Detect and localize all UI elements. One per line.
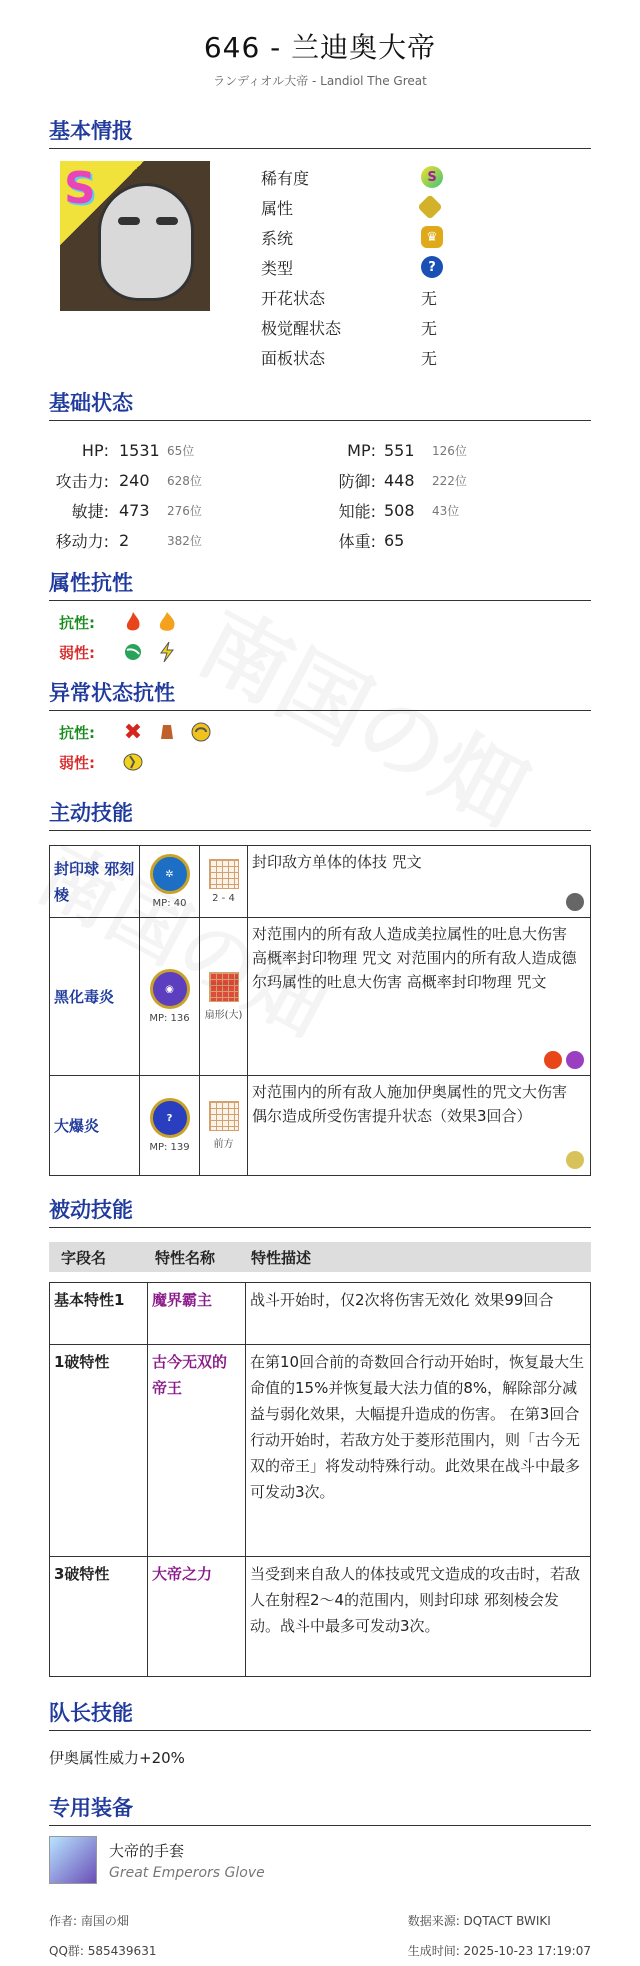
equip-section bbox=[49, 1792, 591, 1884]
stat-row: HP: 1531 65位 MP: 551 126位 bbox=[81, 440, 467, 460]
range-cell: 2 - 4 bbox=[200, 846, 248, 918]
glove-icon bbox=[49, 1836, 97, 1884]
stat-row: 攻击力: 240 628位 防御: 448 222位 bbox=[55, 470, 467, 491]
skill-description: 对范围内的所有敌人造成美拉属性的吐息大伤害 高概率封印物理 咒文 对范围内的所有敌人造成德尔玛属性的吐息大伤害 高概率封印物理 咒文 bbox=[248, 918, 591, 1076]
light-tag-icon bbox=[566, 1151, 584, 1169]
section-title-passive: 被动技能 bbox=[49, 1194, 591, 1228]
basic-info bbox=[261, 162, 443, 371]
info-row-awaken: 极觉醒状态 无 bbox=[261, 318, 438, 338]
stat-row: 移动力: 2 382位 体重: 65 bbox=[55, 530, 405, 551]
qq-group-text: QQ群: 585439631 bbox=[49, 1944, 157, 1958]
skill-name: 封印球 邪刻棱 bbox=[50, 846, 140, 918]
section-title-basic: 基本情报 bbox=[49, 115, 591, 149]
monster-portrait bbox=[60, 161, 210, 311]
skill-name: 黑化毒炎 bbox=[50, 918, 140, 1076]
paralysis-icon bbox=[121, 750, 145, 774]
footer bbox=[49, 1906, 591, 1966]
rarity-s-icon: S bbox=[421, 166, 443, 188]
passive-row: 基本特性1 魔界霸主 战斗开始时，仅2次将伤害无效化 效果99回合 bbox=[50, 1283, 591, 1345]
active-skill-table bbox=[49, 845, 591, 1176]
info-row-panel: 面板状态 无 bbox=[261, 348, 438, 368]
range-cell: 扇形(大) bbox=[200, 918, 248, 1076]
skill-row bbox=[50, 1076, 591, 1176]
skill-icon-cell: ✲ MP: 40 bbox=[140, 846, 200, 918]
info-row-type: 类型 ? bbox=[261, 252, 443, 282]
leader-skill-text: 伊奥属性威力+20% bbox=[49, 1749, 185, 1767]
page-subtitle: ランディオル大帝 - Landiol The Great bbox=[213, 74, 427, 88]
resist-row: 抗性: bbox=[59, 607, 591, 637]
monster-eye bbox=[118, 217, 140, 225]
leader-section bbox=[49, 1697, 591, 1768]
seal-orb-icon: ✲ bbox=[150, 854, 190, 894]
generated-time-text: 生成时间: 2025-10-23 17:19:07 bbox=[407, 1944, 591, 1958]
wind-icon bbox=[121, 640, 145, 664]
monster-eye bbox=[156, 217, 178, 225]
info-row-system: 系统 ♛ bbox=[261, 222, 443, 252]
skill-row bbox=[50, 918, 591, 1076]
dark-flame-icon: ◉ bbox=[150, 969, 190, 1009]
flame-icon bbox=[155, 610, 179, 634]
fire-tag-icon bbox=[544, 1051, 562, 1069]
seal-cross-icon: ✖ bbox=[123, 719, 143, 745]
skill-icon-cell: ? MP: 139 bbox=[140, 1076, 200, 1176]
monster-face bbox=[98, 183, 194, 301]
passive-row: 3破特性 大帝之力 当受到来自敌人的体技或咒文造成的攻击时，若敌人在射程2～4的范围内，则封印球 邪刻棱会发动。战斗中最多可发动3次。 bbox=[50, 1557, 591, 1677]
section-title-active: 主动技能 bbox=[49, 797, 591, 831]
passive-row: 1破特性 古今无双的帝王 在第10回合前的奇数回合行动开始时，恢复最大生命值的15%并恢复最大法力值的8%，解除部分减益与弱化效果，大幅提升造成的伤害。 在第3回合行动开始时，若敌方处于菱形范围内，则「古今无双的帝王」将发动特殊行动。此效果在战斗中最多可发动3次。 bbox=[50, 1345, 591, 1557]
skill-name: 大爆炎 bbox=[50, 1076, 140, 1176]
stats-section bbox=[49, 387, 591, 555]
section-title-leader: 队长技能 bbox=[49, 1697, 591, 1731]
dark-tag-icon bbox=[566, 1051, 584, 1069]
equipment-item bbox=[49, 1836, 591, 1884]
range-grid-icon bbox=[209, 972, 239, 1002]
data-source-text: 数据来源: DQTACT BWIKI bbox=[407, 1914, 551, 1928]
range-grid-icon bbox=[209, 1101, 239, 1131]
poison-icon bbox=[155, 720, 179, 744]
lightning-icon bbox=[155, 640, 179, 664]
range-cell: 前方 bbox=[200, 1076, 248, 1176]
active-section bbox=[49, 797, 591, 1176]
info-row-element: 属性 bbox=[261, 192, 443, 222]
basic-section bbox=[49, 115, 591, 371]
weak-row: 弱性: bbox=[59, 747, 591, 777]
passive-table bbox=[49, 1282, 591, 1677]
page-header bbox=[0, 0, 640, 89]
page-title: 646 - 兰迪奥大帝 bbox=[203, 31, 437, 64]
section-title-stats: 基础状态 bbox=[49, 387, 591, 421]
status-res-section bbox=[49, 677, 591, 777]
hexagon-tag-icon bbox=[566, 893, 584, 911]
author-text: 作者: 南国の畑 bbox=[49, 1914, 129, 1928]
type-icon: ? bbox=[421, 256, 443, 278]
skill-row bbox=[50, 846, 591, 918]
stat-row: 敏捷: 473 276位 知能: 508 43位 bbox=[71, 500, 460, 521]
range-grid-icon bbox=[209, 859, 239, 889]
element-icon bbox=[417, 194, 442, 219]
rarity-badge-icon: S bbox=[64, 163, 96, 214]
section-title-equip: 专用装备 bbox=[49, 1792, 591, 1826]
info-row-rarity: 稀有度 S bbox=[261, 162, 443, 192]
skill-description: 封印敌方单体的体技 咒文 bbox=[248, 846, 591, 918]
section-title-status-res: 异常状态抗性 bbox=[49, 677, 591, 711]
info-row-bloom: 开花状态 无 bbox=[261, 288, 438, 308]
equipment-name: 大帝的手套 bbox=[109, 1841, 185, 1860]
fire-icon bbox=[121, 610, 145, 634]
skill-description: 对范围内的所有敌人施加伊奥属性的咒文大伤害 偶尔造成所受伤害提升状态（效果3回合） bbox=[248, 1076, 591, 1176]
passive-section bbox=[49, 1194, 591, 1677]
system-icon: ♛ bbox=[421, 226, 443, 248]
skill-icon-cell: ◉ MP: 136 bbox=[140, 918, 200, 1076]
explosion-icon: ? bbox=[150, 1098, 190, 1138]
weak-row: 弱性: bbox=[59, 637, 591, 667]
resist-row: 抗性: ✖ bbox=[59, 717, 591, 747]
confusion-icon bbox=[189, 720, 213, 744]
passive-header: 字段名 特性名称 特性描述 bbox=[49, 1242, 591, 1272]
equipment-name-en: Great Emperors Glove bbox=[109, 1864, 265, 1881]
attr-res-section bbox=[49, 567, 591, 667]
section-title-attr-res: 属性抗性 bbox=[49, 567, 591, 601]
